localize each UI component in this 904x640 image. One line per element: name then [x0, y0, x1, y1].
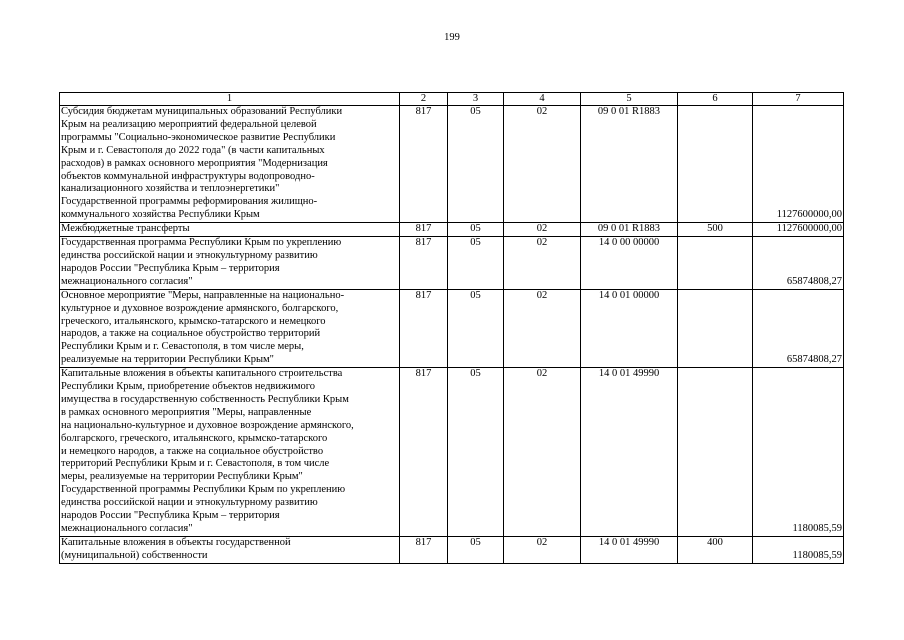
ministry-code: 817 — [400, 368, 448, 537]
row-name-line: коммунального хозяйства Республики Крым — [61, 209, 260, 221]
row-name-line: Основное мероприятие "Меры, направленные на национально- — [61, 289, 345, 301]
amount: 1127600000,00 — [753, 106, 844, 223]
row-name-line: Капитальные вложения в объекты государственной — [61, 536, 291, 548]
subsection-code: 02 — [504, 536, 581, 563]
ministry-code: 817 — [400, 289, 448, 367]
row-name-line: реализуемые на территории Республики Крым" — [61, 354, 274, 366]
target-code: 14 0 01 49990 — [581, 368, 678, 537]
section-code: 05 — [448, 223, 504, 237]
row-name-line: меры, реализуемые на территории Республики Крым" — [61, 471, 303, 483]
column-header: 3 — [448, 93, 504, 106]
row-name-line: Республики Крым и г. Севастополя, в том числе меры, — [61, 341, 304, 353]
expense-type-code: 400 — [678, 536, 753, 563]
row-name-line: расходов) в рамках основного мероприятия "Модернизация — [61, 157, 328, 169]
section-code: 05 — [448, 289, 504, 367]
subsection-code: 02 — [504, 289, 581, 367]
subsection-code: 02 — [504, 106, 581, 223]
amount: 1180085,59 — [753, 536, 844, 563]
ministry-code: 817 — [400, 223, 448, 237]
row-name — [60, 289, 400, 367]
target-code: 09 0 01 R1883 — [581, 223, 678, 237]
row-name — [60, 237, 400, 290]
row-name-line: в рамках основного мероприятия "Меры, направленные — [61, 406, 312, 418]
budget-table — [59, 92, 844, 564]
table-row — [60, 223, 844, 237]
row-name-line: единства российской нации и этнокультурному развитию — [61, 249, 318, 261]
expense-type-code — [678, 368, 753, 537]
row-name-line: болгарского, греческого, итальянского, крымско-татарского — [61, 432, 328, 444]
row-name-line: единства российской нации и этнокультурному развитию — [61, 497, 318, 509]
section-code: 05 — [448, 368, 504, 537]
ministry-code: 817 — [400, 237, 448, 290]
row-name-line: Государственной программы Республики Крым по укреплению — [61, 484, 346, 496]
row-name-line: Субсидия бюджетам муниципальных образований Республики — [61, 106, 343, 117]
expense-type-code — [678, 289, 753, 367]
target-code: 14 0 01 00000 — [581, 289, 678, 367]
row-name-line: Государственной программы реформирования жилищно- — [61, 196, 318, 208]
target-code: 14 0 01 49990 — [581, 536, 678, 563]
row-name-line: (муниципальной) собственности — [61, 549, 208, 561]
row-name-line: программы "Социально-экономическое развитие Республики — [61, 131, 336, 143]
row-name-line: Крым и г. Севастополя до 2022 года" (в части капитальных — [61, 144, 325, 156]
table-row — [60, 289, 844, 367]
ministry-code: 817 — [400, 106, 448, 223]
row-name — [60, 106, 400, 223]
target-code: 09 0 01 R1883 — [581, 106, 678, 223]
subsection-code: 02 — [504, 237, 581, 290]
header-row — [60, 93, 844, 106]
subsection-code: 02 — [504, 223, 581, 237]
row-name-line: межнационального согласия" — [61, 275, 193, 287]
row-name-line: канализационного хозяйства и теплоэнергетики" — [61, 183, 280, 195]
column-header: 2 — [400, 93, 448, 106]
ministry-code: 817 — [400, 536, 448, 563]
amount: 1127600000,00 — [753, 223, 844, 237]
row-name-line: Межбюджетные трансферты — [61, 223, 190, 235]
row-name — [60, 223, 400, 237]
subsection-code: 02 — [504, 368, 581, 537]
row-name-line: Республики Крым, приобретение объектов недвижимого — [61, 381, 316, 393]
column-header: 6 — [678, 93, 753, 106]
row-name-line: территорий Республики Крым и г. Севастополя, в том числе — [61, 458, 330, 470]
row-name-line: на национально-культурное и духовное возрождение армянского, — [61, 419, 354, 431]
column-header: 5 — [581, 93, 678, 106]
row-name-line: культурное и духовное возрождение армянского, болгарского, — [61, 302, 339, 314]
amount: 65874808,27 — [753, 237, 844, 290]
row-name-line: Государственная программа Республики Крым по укреплению — [61, 237, 342, 249]
row-name-line: межнационального согласия" — [61, 523, 193, 534]
expense-type-code — [678, 106, 753, 223]
table-row — [60, 368, 844, 537]
page-number: 199 — [444, 32, 460, 43]
row-name-line: Крым на реализацию мероприятий федеральной целевой — [61, 118, 317, 130]
row-name-line: имущества в государственную собственность Республики Крым — [61, 393, 349, 405]
row-name-line: народов России "Республика Крым – территория — [61, 262, 280, 274]
row-name-line: и немецкого народов, а также на социальное обустройство — [61, 445, 324, 457]
expense-type-code — [678, 237, 753, 290]
section-code: 05 — [448, 536, 504, 563]
target-code: 14 0 00 00000 — [581, 237, 678, 290]
row-name-line: греческого, итальянского, крымско-татарского и немецкого — [61, 315, 326, 327]
row-name-line: народов России "Республика Крым – территория — [61, 510, 280, 522]
row-name-line: народов, а также на социальное обустройство территорий — [61, 328, 321, 340]
amount: 65874808,27 — [753, 289, 844, 367]
row-name-line: Капитальные вложения в объекты капитального строительства — [61, 368, 343, 380]
section-code: 05 — [448, 237, 504, 290]
row-name-line: объектов коммунальной инфраструктуры водопроводно- — [61, 170, 315, 182]
column-header: 7 — [753, 93, 844, 106]
table-row — [60, 106, 844, 223]
expense-type-code: 500 — [678, 223, 753, 237]
amount: 1180085,59 — [753, 368, 844, 537]
section-code: 05 — [448, 106, 504, 223]
row-name — [60, 368, 400, 537]
table-row — [60, 536, 844, 563]
column-header: 1 — [60, 93, 400, 106]
table-row — [60, 237, 844, 290]
column-header: 4 — [504, 93, 581, 106]
row-name — [60, 536, 400, 563]
